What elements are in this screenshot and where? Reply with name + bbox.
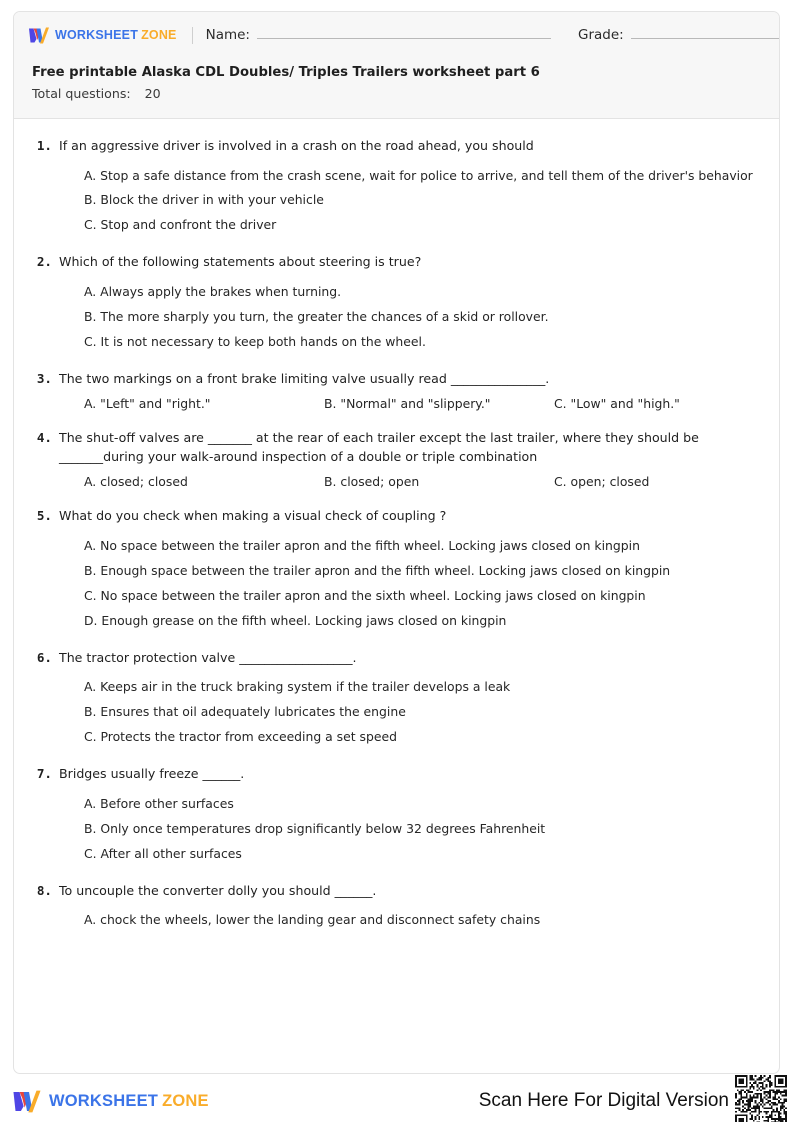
answer-option[interactable]: B. closed; open	[324, 474, 420, 490]
question-content	[59, 882, 759, 929]
answer-options	[59, 276, 759, 351]
total-questions-value: 20	[144, 85, 161, 101]
question-text: Which of the following statements about steering is true?	[59, 254, 422, 270]
question-number: 7.	[36, 766, 52, 782]
title-block	[14, 58, 779, 102]
worksheet-title: Free printable Alaska CDL Doubles/ Triples Trailers worksheet part 6	[32, 65, 540, 80]
question-item	[36, 253, 759, 350]
answer-option[interactable]: B. Enough space between the trailer apron and the fifth wheel. Locking jaws closed on kingpin	[84, 562, 671, 578]
question-item	[36, 765, 759, 862]
question-text: The shut-off valves are _______ at the rear of each trailer except the last trailer, where they should be _______during your walk-around inspection of a double or triple combination	[59, 430, 699, 464]
answer-option[interactable]: A. No space between the trailer apron and the fifth wheel. Locking jaws closed on kingpin	[84, 537, 640, 553]
header-top-row	[14, 12, 779, 58]
question-item	[36, 649, 759, 746]
answer-option[interactable]: A. "Left" and "right."	[84, 396, 211, 412]
answer-options	[59, 788, 759, 863]
footer-worksheet-zone-logo	[12, 1090, 209, 1113]
question-content	[59, 429, 759, 491]
logo-mark-icon	[28, 27, 50, 44]
question-item	[36, 507, 759, 629]
page-footer	[0, 1080, 793, 1122]
grade-field[interactable]	[578, 27, 780, 43]
question-text: The tractor protection valve __________________.	[59, 649, 357, 665]
grade-input-rule[interactable]	[631, 28, 780, 39]
footer-logo-wordmark	[49, 1092, 209, 1111]
question-content	[59, 370, 759, 413]
question-text: Bridges usually freeze ______.	[59, 766, 245, 782]
answer-option[interactable]: C. open; closed	[554, 474, 650, 490]
answer-option[interactable]: A. Stop a safe distance from the crash scene, wait for police to arrive, and tell them of the driver's behavior	[84, 167, 753, 183]
answer-option[interactable]: C. Protects the tractor from exceeding a set speed	[84, 729, 397, 745]
question-item	[36, 370, 759, 413]
grade-label: Grade:	[577, 27, 624, 43]
logo-wordmark	[55, 28, 177, 42]
answer-option[interactable]: B. "Normal" and "slippery."	[324, 396, 491, 412]
answer-option[interactable]: A. Always apply the brakes when turning.	[84, 283, 342, 299]
question-number: 3.	[36, 370, 52, 386]
worksheet-header	[14, 12, 779, 119]
total-questions-row	[32, 86, 763, 102]
answer-option[interactable]: B. The more sharply you turn, the greater the chances of a skid or rollover.	[84, 308, 549, 324]
header-divider	[192, 27, 193, 44]
answer-option[interactable]: C. It is not necessary to keep both hands on the wheel.	[84, 333, 426, 349]
question-item	[36, 137, 759, 234]
answer-option[interactable]: A. Keeps air in the truck braking system if the trailer develops a leak	[84, 679, 511, 695]
answer-options	[59, 671, 759, 746]
answer-option[interactable]: C. No space between the trailer apron and the sixth wheel. Locking jaws closed on kingpin	[84, 587, 646, 603]
question-text: What do you check when making a visual check of coupling ?	[59, 508, 447, 524]
question-item	[36, 882, 759, 929]
question-number: 5.	[36, 508, 52, 524]
answer-option[interactable]: D. Enough grease on the fifth wheel. Locking jaws closed on kingpin	[84, 612, 507, 628]
footer-logo-mark-icon	[12, 1090, 42, 1113]
question-content	[59, 253, 759, 350]
answer-option[interactable]: C. Stop and confront the driver	[84, 217, 277, 233]
question-content	[59, 507, 759, 629]
answer-option[interactable]: A. Before other surfaces	[84, 795, 234, 811]
answer-option[interactable]: C. "Low" and "high."	[554, 396, 680, 412]
answer-option[interactable]: C. After all other surfaces	[84, 845, 242, 861]
answer-options	[59, 160, 759, 235]
question-number: 8.	[36, 882, 52, 898]
answer-option[interactable]: A. chock the wheels, lower the landing gear and disconnect safety chains	[84, 912, 541, 928]
answer-option[interactable]: A. closed; closed	[84, 474, 188, 490]
scan-prompt-text: Scan Here For Digital Version	[478, 1090, 729, 1111]
name-input-rule[interactable]	[257, 28, 551, 39]
total-questions-label: Total questions:	[32, 85, 131, 101]
answer-options	[59, 466, 759, 491]
question-content	[59, 765, 759, 862]
question-content	[59, 137, 759, 234]
name-label: Name:	[205, 27, 250, 43]
footer-logo-word-zone: ZONE	[162, 1091, 209, 1110]
question-number: 2.	[36, 254, 52, 270]
footer-logo-word-worksheet: WORKSHEET	[49, 1091, 159, 1110]
question-item	[36, 429, 759, 491]
answer-options	[59, 530, 759, 630]
answer-options	[59, 388, 759, 413]
question-text: To uncouple the converter dolly you should ______.	[59, 882, 377, 898]
qr-code-icon[interactable]	[735, 1075, 787, 1122]
answer-option[interactable]: B. Only once temperatures drop significantly below 32 degrees Fahrenheit	[84, 820, 546, 836]
answer-options	[59, 904, 759, 929]
question-text: The two markings on a front brake limiting valve usually read _______________.	[59, 370, 550, 386]
logo-word-zone: ZONE	[141, 28, 177, 42]
answer-option[interactable]: B. Block the driver in with your vehicle	[84, 192, 324, 208]
logo-word-worksheet: WORKSHEET	[55, 28, 139, 42]
answer-option[interactable]: B. Ensures that oil adequately lubricates the engine	[84, 704, 406, 720]
question-number: 6.	[36, 649, 52, 665]
question-number: 4.	[36, 430, 52, 446]
question-text: If an aggressive driver is involved in a crash on the road ahead, you should	[59, 138, 534, 153]
name-field[interactable]	[206, 27, 551, 43]
worksheet-card	[13, 11, 780, 1074]
questions-list	[14, 119, 779, 929]
worksheet-zone-logo	[28, 27, 177, 44]
question-number: 1.	[36, 138, 52, 153]
question-content	[59, 649, 759, 746]
